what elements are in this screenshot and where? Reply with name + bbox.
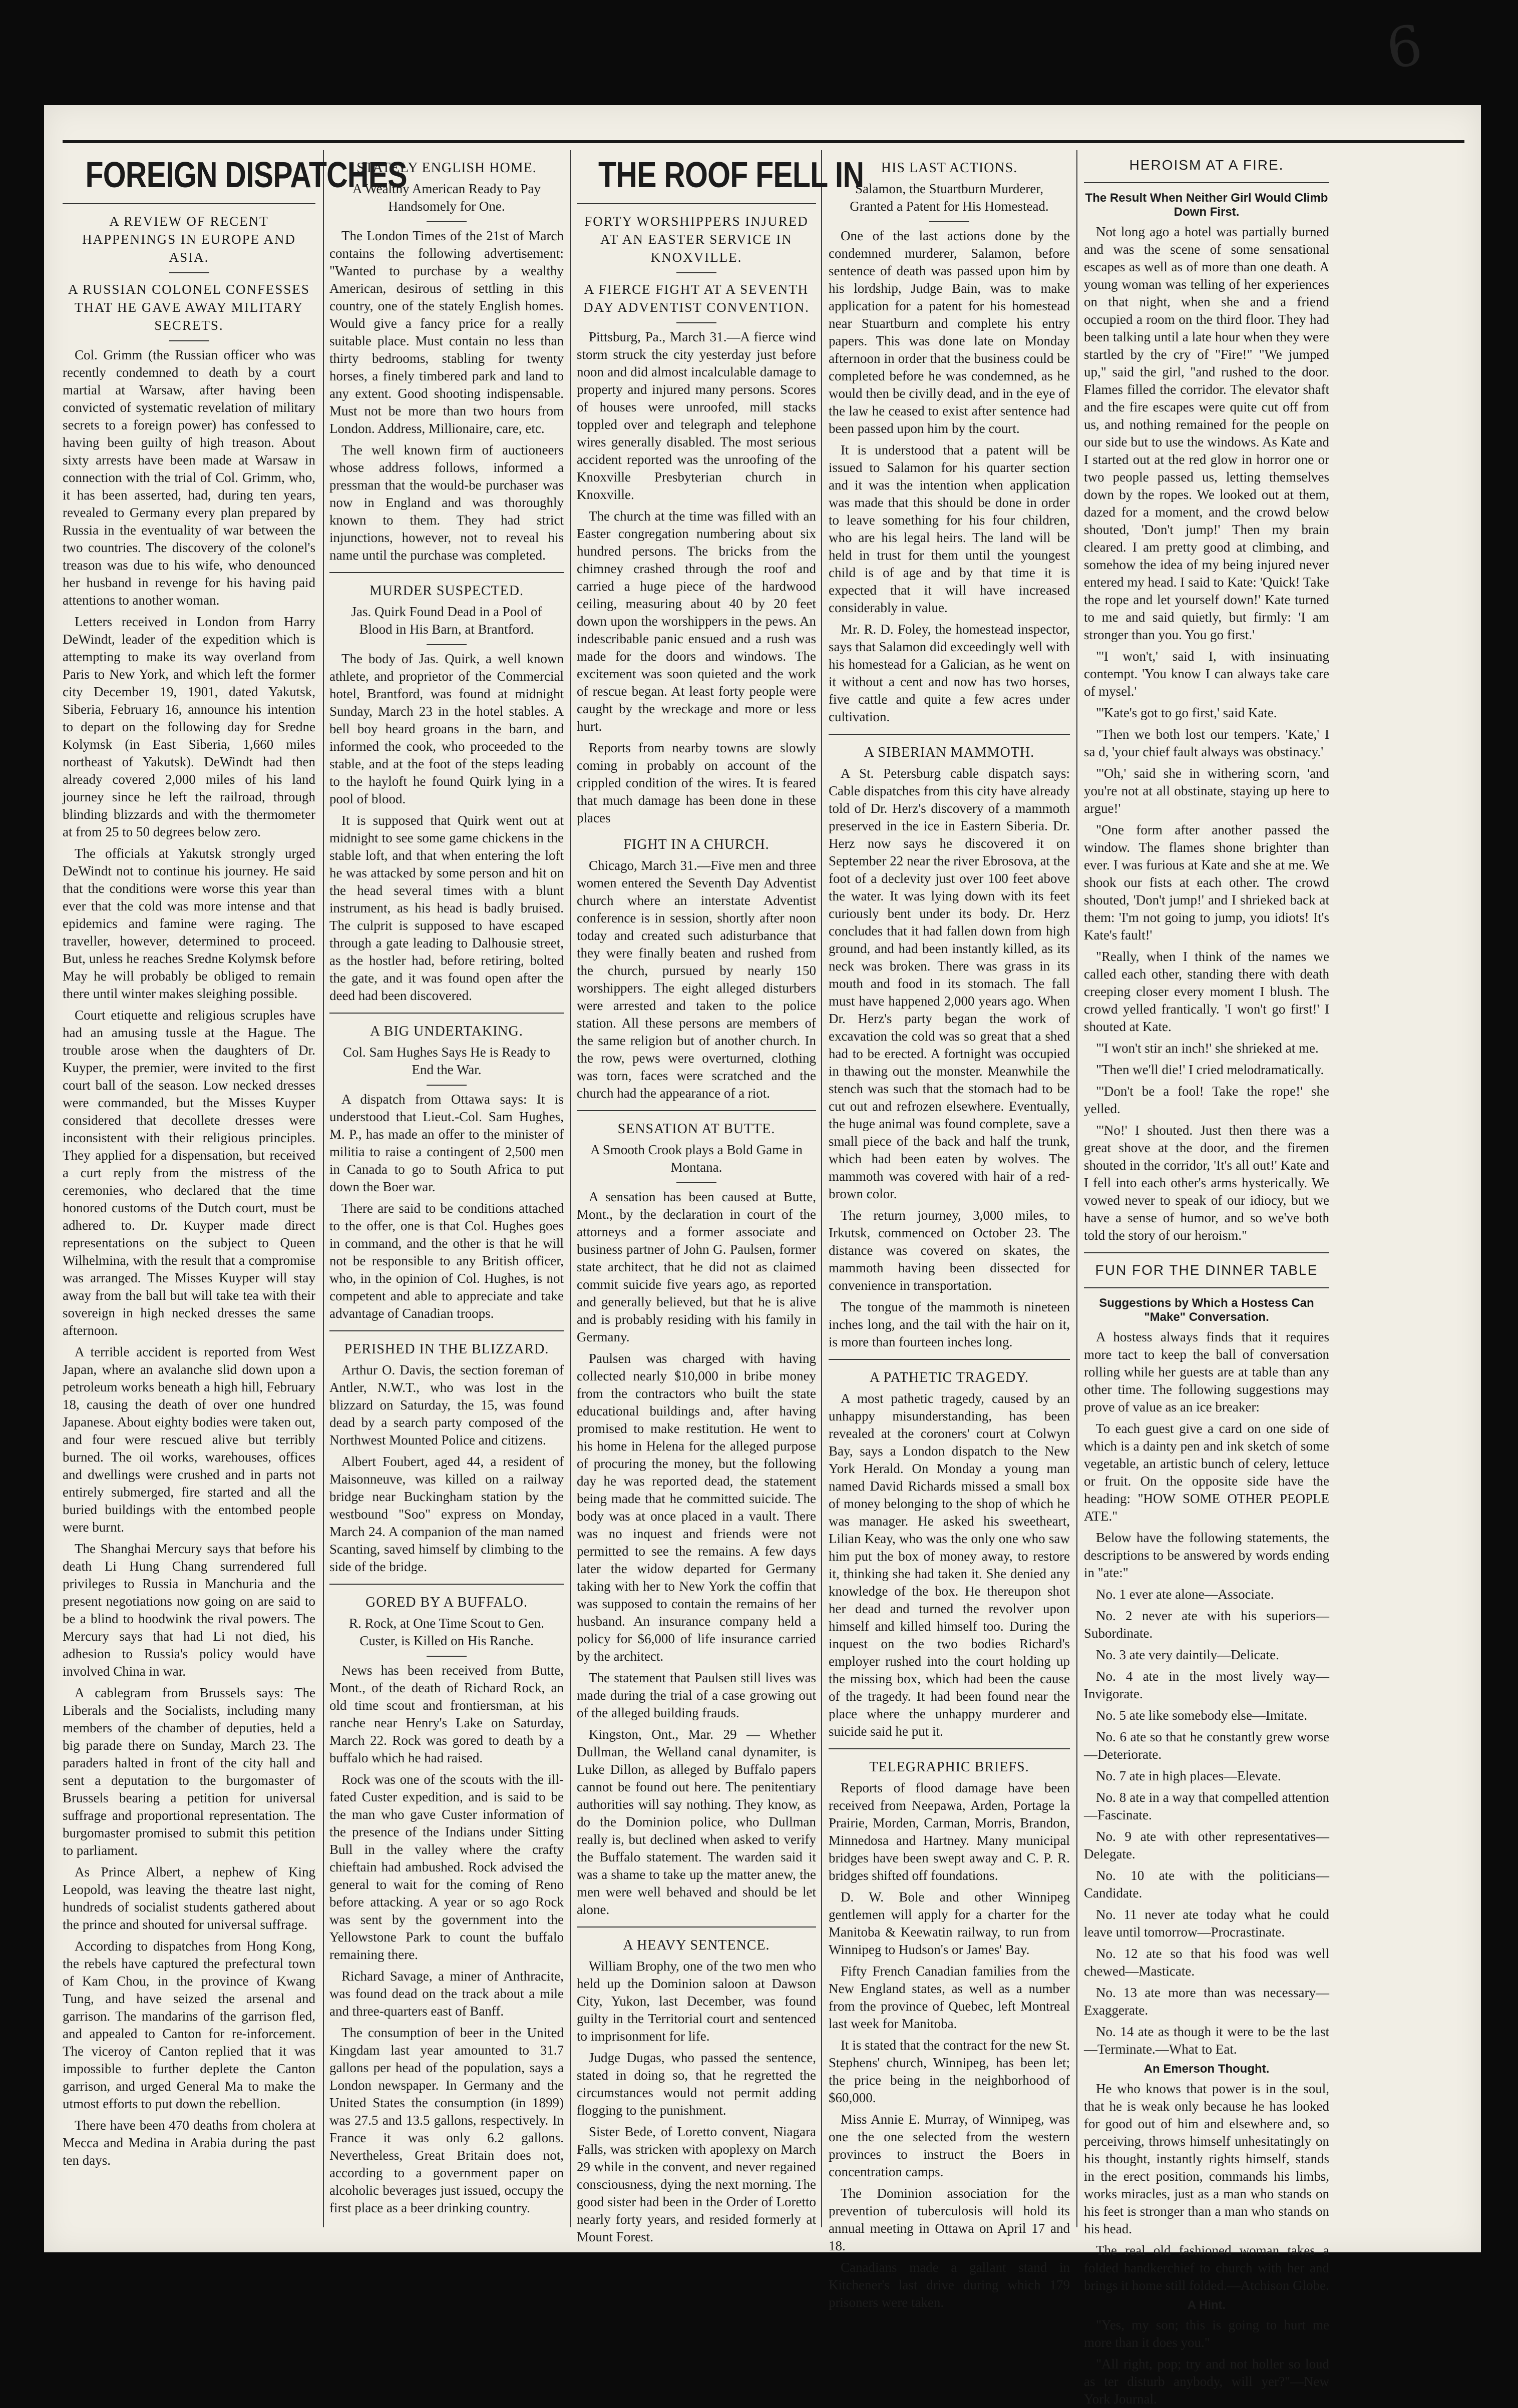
article-headline: A PATHETIC TRAGEDY. <box>870 1370 1029 1385</box>
paragraph: D. W. Bole and other Winnipeg gentlemen will apply for a charter for the Manitoba & Keewatin railway, to run from Winnipeg to Hudson's or James' Bay. <box>829 1889 1070 1957</box>
article-headline: HIS LAST ACTIONS. <box>881 160 1018 176</box>
paragraph: Sister Bede, of Loretto convent, Niagara Falls, was stricken with apoplexy on March 29 while in the convent, and never regained consciousness, dying the next morning. The good sister had been in the Order of Loretto nearly forty years, and resided formerly at Mount Forest. <box>577 2124 816 2244</box>
paragraph: No. 9 ate with other representatives—Delegate. <box>1084 1829 1329 1861</box>
paragraph: No. 3 ate very daintily—Delicate. <box>1096 1647 1279 1662</box>
divider <box>1084 182 1329 183</box>
divider <box>427 1656 467 1657</box>
article-headline: STATELY ENGLISH HOME. <box>356 160 537 176</box>
paragraph: A dispatch from Ottawa says: It is understood that Lieut.-Col. Sam Hughes, M. P., has made an offer to the minister of militia to raise a contingent of 2,500 men in Canada to go to South Africa to put down the Boer war. <box>329 1092 564 1194</box>
paragraph: Judge Dugas, who passed the sentence, stated in doing so, that he regretted the circumstances would not permit adding flogging to the punishment. <box>577 2050 816 2118</box>
paragraph: A sensation has been caused at Butte, Mont., by the declaration in court of the attorneys and a former associate and business partner of John G. Paulsen, former state architect, that he did not as claimed commit suicide five years ago, as reported and generally believed, but that he is alive and is probably residing with his family in Germany. <box>577 1189 816 1344</box>
paragraph: Reports of flood damage have been received from Neepawa, Arden, Portage la Prairie, Morden, Carman, Morris, Brandon, Minnedosa and Hartney. Many municipal bridges have been swept away and C. P. R. bridges shifted off foundations. <box>829 1780 1070 1883</box>
paragraph: The tongue of the mammoth is nineteen inches long, and the tail with the hair on it, is more than fourteen inches long. <box>829 1299 1070 1349</box>
paragraph: The officials at Yakutsk strongly urged DeWindt not to continue his journey. He said that the conditions were worse this year than ever that the cold was more intense and that epidemics and famine were raging. The traveller, however, determined to proceed. But, unless he reaches Sredne Kolymsk before May he will probably be obliged to remain there until winter makes sleighing possible. <box>63 846 315 1001</box>
paragraph: No. 6 ate so that he constantly grew worse—Deteriorate. <box>1084 1729 1329 1762</box>
paragraph: No. 5 ate like somebody else—Imitate. <box>1096 1708 1308 1723</box>
paragraph: The consumption of beer in the United Kingdam last year amounted to 31.7 gallons per head of the population, says a London newspaper. In Germany and the United States the consumption (in 1899) was 27.5 and 13.5 gallons, respectively. In France it was only 6.2 gallons. Nevertheless, Great Britain does not, according to a government paper on alcoholic beverages just issued, occupy the first place as a beer drinking country. <box>329 2025 564 2215</box>
paragraph: The church at the time was filled with an Easter congregation numbering about six hundred persons. The bricks from the chimney crashed through the roof and carried a huge piece of the hardwood ceiling, measuring about 40 by 20 feet down upon the worshippers in the pews. An indescribable panic ensued and a rush was made for the doors and windows. The excitement was soon quieted and the work of rescue began. At least forty people were caught by the wreckage and more or less hurt. <box>577 509 816 734</box>
divider <box>829 1748 1070 1749</box>
article-body <box>577 1188 816 1918</box>
paragraph: The statement that Paulsen still lives was made during the trial of a case growing out of the alleged building frauds. <box>577 1670 816 1720</box>
paragraph: Not long ago a hotel was partially burned and was the scene of some sensational escapes as well as of more than one death. A young woman was telling of her experiences on that night, when she and a friend occupied a room on the third floor. They had been talking until a late hour when they were startled by the cry of "Fire!" "We jumped up," said the girl, "and rushed to the door. Flames filled the corridor. The elevator shaft and the fire escapes were quite cut off from us, and nothing remained for the people on our side but to use the windows. As Kate and I started out at the red glow in horror one or two people passed us, letting themselves down by the ropes. We looked out at them, dazed for a moment, and the crowd below shouted, 'Don't jump!' Then my brain cleared. I am pretty good at climbing, and somehow the idea of my being injured never entered my head. I said to Kate: 'Quick! Take the rope and let yourself down!' Kate turned to me and said quietly, but firmly: 'I am stronger than you. You go first.' <box>1084 224 1329 642</box>
article-body <box>329 1091 564 1322</box>
article-body <box>1084 223 1329 1244</box>
divider <box>63 203 315 204</box>
divider <box>577 1110 816 1111</box>
divider <box>329 1330 564 1331</box>
article-body <box>577 328 816 827</box>
divider <box>329 572 564 573</box>
divider <box>929 221 969 222</box>
article-headline: GORED BY A BUFFALO. <box>365 1595 528 1610</box>
article-body <box>577 857 816 1102</box>
article-body <box>329 227 564 564</box>
paragraph: He who knows that power is in the soul, that he is weak only because he has looked for good out of him and elsewhere and, so perceiving, throws himself unhesitatingly on his thought, instantly rights himself, stands in the erect position, commands his limbs, works miracles, just as a man who stands on his feet is stronger than a man who stands on his head. <box>1084 2081 1329 2236</box>
article-deck: Col. Sam Hughes Says He is Ready to End the War. <box>343 1045 550 1077</box>
paragraph: Albert Foubert, aged 44, a resident of Maisonneuve, was killed on a railway bridge near Buckingham station by the westbound "Soo" express on Monday, March 24. A companion of the man named Scanting, saved himself by climbing to the side of the bridge. <box>329 1454 564 1574</box>
paragraph: Col. Grimm (the Russian officer who was recently condemned to death by a court martial at Warsaw, after having been convicted of systematic revelation of military secrets to a foreign power) has confessed to having been guilty of high treason. About sixty arrests have been made at Warsaw in connection with the trial of Col. Grimm, who, it has been asserted, had, during ten years, revealed to Germany every plan prepared by Russia in the eventuality of war between the two countries. The discovery of the colonel's treason was due to his wife, who denounced her husband in revenge for his having paid attentions to another woman. <box>63 347 315 608</box>
divider <box>676 272 716 273</box>
article-body <box>329 1361 564 1576</box>
column-2 <box>329 150 564 2227</box>
column-separator <box>1076 150 1077 2227</box>
paragraph: No. 10 ate with the politicians—Candidate. <box>1084 1868 1329 1900</box>
paragraph: No. 8 ate in a way that compelled attention—Fascinate. <box>1084 1790 1329 1822</box>
paragraph: No. 13 ate more than was necessary—Exaggerate. <box>1084 1985 1329 2018</box>
paragraph: "Then we'll die!' I cried melodramatically. <box>1096 1062 1324 1077</box>
article-headline: HEROISM AT A FIRE. <box>1129 157 1284 173</box>
paragraph: The body of Jas. Quirk, a well known athlete, and proprietor of the Commercial hotel, Brantford, was found at midnight Sunday, March 23 in the hotel stables. A bell boy heard groans in the barn, and informed the cook, who proceeded to the stable, and at the foot of the steps leading to the hayloft he found Quirk lying in a pool of blood. <box>329 651 564 806</box>
column-1 <box>63 150 407 2227</box>
article-headline: An Emerson Thought. <box>1144 2062 1270 2076</box>
article-headline: A BIG UNDERTAKING. <box>370 1024 523 1039</box>
paragraph: The real old fashioned woman takes a folded handkerchief to church with her and brings it home still folded.—Atchison Globe. <box>1084 2243 1329 2293</box>
paragraph: "'Kate's got to go first,' said Kate. <box>1096 705 1277 720</box>
paragraph: It is supposed that Quirk went out at midnight to see some game chickens in the stable loft, and that when entering the loft he was attacked by some person and hit on the head several times with a blunt instrument, as his head is badly bruised. The culprit is supposed to have escaped through a gate leading to Dalhousie street, as the hostler had, before retiring, bolted the gate, and it was found open after the deed had been discovered. <box>329 813 564 1003</box>
paragraph: Letters received in London from Harry DeWindt, leader of the expedition which is attempting to make its way overland from Paris to New York, and which left the former city December 19, 1901, dated Yakutsk, Siberia, February 16, announce his intention to depart on the following day for Sredne Kolymsk (in East Siberia, 1,660 miles northeast of Yakutsk). DeWindt had then already covered 2,000 miles of his land journey since he left the railroad, through blinding blizzards and with the thermometer at from 25 to 50 degrees below zero. <box>63 614 315 839</box>
paragraph: No. 1 ever ate alone—Associate. <box>1096 1587 1274 1602</box>
paragraph: No. 7 ate in high places—Elevate. <box>1096 1768 1281 1783</box>
deck: A REVIEW OF RECENT HAPPENINGS IN EUROPE AND ASIA. <box>82 214 296 265</box>
divider <box>427 1085 467 1086</box>
deck: FORTY WORSHIPPERS INJURED AT AN EASTER SERVICE IN KNOXVILLE. <box>584 214 809 265</box>
paragraph: A most pathetic tragedy, caused by an unhappy misunderstanding, has been revealed at the coroners' court at Colwyn Bay, says a London dispatch to the New York Herald. On Monday a young man named David Richards missed a small box of money belonging to the shop of which he was manager. He asked his sweetheart, Lilian Keay, who was the only one who saw him put the box of money away, to restore it, thinking she had taken it. She denied any knowledge of the box. He thereupon shot her dead and turned the revolver upon himself and killed himself too. During the inquest on the two bodies Richard's employer rushed into the court holding up the missing box, which had been the cause of the tragedy. It had been found near the place where the unhappy murderer and suicide said he put it. <box>829 1391 1070 1739</box>
paragraph: Below have the following statements, the descriptions to be answered by words ending in "ate:" <box>1084 1530 1329 1580</box>
divider <box>329 1013 564 1014</box>
divider <box>1084 1287 1329 1288</box>
paragraph: "One form after another passed the window. The flames shone brighter than ever. I was furious at Kate and she at me. We shook our fists at each other. The crowd shouted, 'Don't jump!' and I shrieked back at them: 'I'm not going to jump, you idiots! It's Kate's fault!' <box>1084 822 1329 942</box>
paragraph: The return journey, 3,000 miles, to Irkutsk, commenced on October 23. The distance was covered on skates, the mammoth having been dissected for convenience in transportation. <box>829 1208 1070 1293</box>
article-deck: Jas. Quirk Found Dead in a Pool of Blood in His Barn, at Brantford. <box>351 604 542 637</box>
paragraph: Miss Annie E. Murray, of Winnipeg, was one the one selected from the western provinces to instruct the Boers in concentration camps. <box>829 2112 1070 2179</box>
column-5 <box>1084 150 1329 2406</box>
paragraph: It is understood that a patent will be issued to Salamon for his quarter section and it was the intention when application was made that this should be done in order to leave something for his four children, who are his legal heirs. The land will be held in trust for them until the youngest child is of age and by that time it is expected that it will have increased considerably in value. <box>829 442 1070 615</box>
article-headline: FIGHT IN A CHURCH. <box>623 837 770 852</box>
paragraph: News has been received from Butte, Mont., of the death of Richard Rock, an old time scout and frontiersman, at his ranche near Henry's Lake on Saturday, March 22. Rock was gored to death by a buffalo which he had raised. <box>329 1663 564 1765</box>
paragraph: Rock was one of the scouts with the ill-fated Custer expedition, and is said to be the man who gave Custer information of the presence of the Indians under Sitting Bull in the valley where the crafty chieftain had ambushed. Rock advised the general to wait for the coming of Reno before attacking. A year or so ago Rock was sent by the government into the Yellowstone Park to count the buffalo remaining there. <box>329 1772 564 1962</box>
paragraph: A hostess always finds that it requires more tact to keep the ball of conversation rolling while her guests are at table than any other time. The following suggestions may prove of value as an ice breaker: <box>1084 1329 1329 1414</box>
paragraph: No. 4 ate in the most lively way—Invigorate. <box>1084 1669 1329 1701</box>
paragraph: A St. Petersburg cable dispatch says: Cable dispatches from this city have already told of Dr. Herz's discovery of a mammoth preserved in the ice in Eastern Siberia. Dr. Herz now says he discovered it on September 22 near the river Ebrosova, at the foot of a declevity just over 100 feet above the water. It was lying down with its feet curiously bent under its body. Dr. Herz concludes that it had fallen down from high ground, and had been instantly killed, as its neck was broken. There was grass in its mouth and food in its stomach. The fall must have happened 2,000 years ago. When Dr. Herz's party began the work of excavation the cold was so great that a shed had to be erected. A fortnight was occupied in thawing out the monster. Meanwhile the stench was such that the stomach had to be cut out and refrozen elsewhere. Eventually, the huge animal was found complete, save a small piece of the back and half the trunk, which had been eaten by wolves. The mammoth was covered with hair of a red-brown color. <box>829 766 1070 1201</box>
paragraph: Canadians made a gallant stand in Kitchener's last drive during which 179 prisoners were taken. <box>829 2260 1070 2310</box>
paragraph: The well known firm of auctioneers whose address follows, informed a pressman that the would-be purchaser was now in England and was thoroughly known to them. They had strict injunctions, however, not to reveal his name until the purchase was completed. <box>329 442 564 563</box>
article-deck: A Wealthy American Ready to Pay Handsomely for One. <box>352 181 541 214</box>
article-headline: A HEAVY SENTENCE. <box>623 1938 770 1953</box>
paragraph: "All right, pop; try and not holler so loud as ter disturb anybody, will yer?"—New York Journal. <box>1084 2356 1329 2406</box>
deck: A FIERCE FIGHT AT A SEVENTH DAY ADVENTIST CONVENTION. <box>583 282 810 315</box>
divider <box>829 734 1070 735</box>
paragraph: Arthur O. Davis, the section foreman of Antler, N.W.T., who was lost in the blizzard on Saturday, the 15, was found dead by a search party composed of the Northwest Mounted Police and citizens. <box>329 1362 564 1448</box>
article-body <box>829 765 1070 1351</box>
column-4 <box>829 150 1070 2310</box>
divider <box>676 322 716 323</box>
divider <box>427 644 467 645</box>
article-body <box>1084 2080 1329 2294</box>
top-rule <box>63 140 1464 143</box>
paragraph: "'I won't,' said I, with insinuating contempt. 'You know I can always take care of mysel.' <box>1084 649 1329 699</box>
divider <box>676 1182 716 1183</box>
article-headline: MURDER SUSPECTED. <box>369 583 524 599</box>
paragraph: There are said to be conditions attached to the offer, one is that Col. Hughes goes in command, and the other is that he will not be responsible to any British officer, who, in the opinion of Col. Hughes, is not competent and able to appreciate and take advantage of Canadian troops. <box>329 1201 564 1321</box>
paragraph: Richard Savage, a miner of Anthracite, was found dead on the track about a mile and three-quarters east of Banff. <box>329 1969 564 2019</box>
paragraph: No. 14 ate as though it were to be the last—Terminate.—What to Eat. <box>1084 2024 1329 2057</box>
divider <box>169 272 209 273</box>
divider <box>577 1927 816 1928</box>
article-body <box>829 1779 1070 2311</box>
headline-roof-fell-in: THE ROOF FELL IN <box>598 155 864 195</box>
article-deck: Salamon, the Stuartburn Murderer, Granted a Patent for His Homestead. <box>850 181 1049 214</box>
article-body <box>329 1662 564 2217</box>
page-number: 6 <box>1382 13 1426 82</box>
article-headline: FUN FOR THE DINNER TABLE <box>1095 1262 1318 1278</box>
article-deck: A Smooth Crook plays a Bold Game in Montana. <box>590 1142 803 1175</box>
article-body <box>829 227 1070 726</box>
paragraph: Court etiquette and religious scruples have had an amusing tussle at the Hague. The trouble arose when the daughters of Dr. Kuyper, the premier, were invited to the first court ball of the season. Low necked dresses were commanded, but the Misses Kuyper considered that decollete dresses were inconsistent with their religious principles. They applied for a dispensation, but received a curt reply from the mistress of the ceremonies, who declared that the time honored customs of the Dutch court, must be adhered to. Dr. Kuyper made direct representations on the subject to Queen Wilhelmina, with the result that a compromise was arranged. The Misses Kuyper will stay away from the ball but will take tea with their sovereign in high necked dresses the same afternoon. <box>63 1008 315 1338</box>
paragraph: No. 12 ate so that his food was well chewed—Masticate. <box>1084 1946 1329 1979</box>
paragraph: To each guest give a card on one side of which is a dainty pen and ink sketch of some vegetable, an artistic bunch of celery, lettuce or fruit. On the opposite side have the heading: "HOW SOME OTHER PEOPLE ATE." <box>1084 1421 1329 1524</box>
paragraph: "Yes, my son; this is going to hurt me more than it does you." <box>1084 2317 1329 2350</box>
article-body <box>329 650 564 1005</box>
paragraph: "'I won't stir an inch!' she shrieked at me. <box>1096 1041 1319 1056</box>
column-separator <box>821 150 822 2227</box>
article-headline: SENSATION AT BUTTE. <box>617 1121 776 1137</box>
deck: A RUSSIAN COLONEL CONFESSES THAT HE GAVE AWAY MILITARY SECRETS. <box>68 282 310 333</box>
paragraph: A terrible accident is reported from West Japan, where an avalanche slid down upon a petroleum works beneath a high hill, February 18, causing the death of over one hundred Japanese. About eighty bodies were taken out, and four were rescued alive but terribly burned. The oil works, warehouses, offices and dwellings were crushed and in parts not entirely submerged, fire started and all the buried buildings with the entombed people were burnt. <box>63 1344 315 1535</box>
article-headline: TELEGRAPHIC BRIEFS. <box>869 1759 1029 1775</box>
divider <box>169 340 209 341</box>
divider <box>329 1584 564 1585</box>
divider <box>829 1359 1070 1360</box>
paragraph: "Then we both lost our tempers. 'Kate,' I sa d, 'your chief fault always was obstinacy.' <box>1084 727 1329 759</box>
paragraph: William Brophy, one of the two men who held up the Dominion saloon at Dawson City, Yukon, last December, was found guilty in the Territorial court and sentenced to imprisonment for life. <box>577 1959 816 2044</box>
article-body <box>577 1958 816 2246</box>
paragraph: As Prince Albert, a nephew of King Leopold, was leaving the theatre last night, hundreds of socialist students gathered about the prince and shouted for universal suffrage. <box>63 1864 315 1932</box>
column-3 <box>577 150 864 2244</box>
paragraph: Fifty French Canadian families from the New England states, as well as a number from the province of Quebec, left Montreal last week for Manitoba. <box>829 1964 1070 2031</box>
article-deck: R. Rock, at One Time Scout to Gen. Custer, is Killed on His Ranche. <box>349 1616 544 1648</box>
divider <box>1084 1252 1329 1253</box>
paragraph: "Really, when I think of the names we called each other, standing there with death creeping closer every moment I blush. The crowd yelled frantically. 'I won't go first!' I shouted at Kate. <box>1084 949 1329 1034</box>
paragraph: No. 2 never ate with his superiors—Subordinate. <box>1084 1608 1329 1641</box>
article-deck: The Result When Neither Girl Would Climb Down First. <box>1085 191 1328 219</box>
paragraph: It is stated that the contract for the new St. Stephens' church, Winnipeg, has been let; the price being in the neighborhood of $60,000. <box>829 2038 1070 2105</box>
divider <box>577 203 816 204</box>
paragraph: The Dominion association for the prevention of tuberculosis will hold its annual meeting in Ottawa on April 17 and 18. <box>829 2186 1070 2253</box>
paragraph: "'Oh,' said she in withering scorn, 'and you're not at all obstinate, staying up here to argue!' <box>1084 766 1329 816</box>
paragraph: There have been 470 deaths from cholera at Mecca and Medina in Arabia during the past ten days. <box>63 2118 315 2168</box>
article-headline: PERISHED IN THE BLIZZARD. <box>344 1341 549 1357</box>
article-body <box>1084 2316 1329 2408</box>
paragraph: Mr. R. D. Foley, the homestead inspector, says that Salamon did exceedingly well with his homestead for a Galician, as he went on it without a cent and now has two horses, five cattle and quite a few acres under cultivation. <box>829 622 1070 724</box>
article-headline: A Hint. <box>1187 2298 1226 2312</box>
column-separator <box>323 150 324 2227</box>
paragraph: One of the last actions done by the condemned murderer, Salamon, before sentence of death was passed upon him by his lordship, Judge Bain, was to make application for a patent for his homestead near Stuartburn and complete his entry papers. This was done late on Monday afternoon in order that the business could be completed before he was condemned, as he would then be civilly dead, and in the eye of the law he ceased to exist after sentence had been passed upon him by the court. <box>829 228 1070 436</box>
column-separator <box>570 150 571 2227</box>
divider <box>427 221 467 222</box>
paragraph: "'No!' I shouted. Just then there was a great shove at the door, and the firemen shouted in the corridor, 'It's all out!' Kate and I fell into each other's arms hysterically. We vowed never to speak of our idiocy, but we have a sense of humor, and so we've both told the story of our heroism." <box>1084 1123 1329 1243</box>
article-deck: Suggestions by Which a Hostess Can "Make" Conversation. <box>1099 1296 1314 1324</box>
paragraph: According to dispatches from Hong Kong, the rebels have captured the prefectural town of Kam Chou, in the province of Kwang Tung, and have seized the arsenal and garrison. The mandarins of the garrison fled, and appealed to Canton for re-inforcement. The viceroy of Canton replied that it was impossible to further deplete the Canton garrison, and urged General Ma to make the utmost efforts to put down the rebellion. <box>63 1939 315 2111</box>
paragraph: "'Don't be a fool! Take the rope!' she yelled. <box>1084 1084 1329 1116</box>
paragraph: Reports from nearby towns are slowly coming in probably on account of the crippled condition of the wires. It is feared that much damage has been done in these places <box>577 740 816 825</box>
headline-foreign-dispatches: FOREIGN DISPATCHES <box>85 155 407 195</box>
paragraph: The Shanghai Mercury says that before his death Li Hung Chang surrendered full privileges to Russia in Manchuria and the present negotiations now going on are said to be a blind to hoodwink the rival powers. The Mercury says that had Li not died, his adhesion to Russia's policy would have involved China in war. <box>63 1541 315 1679</box>
paragraph: A cablegram from Brussels says: The Liberals and the Socialists, including many members of the chamber of deputies, held a big parade there on Sunday, March 23. The paraders halted in front of the city hall and sent a deputation to the burgomaster of Brussels bearing a petition for universal suffrage and proportional representation. The burgomaster promised to submit this petition to parliament. <box>63 1685 315 1858</box>
paragraph: Pittsburg, Pa., March 31.—A fierce wind storm struck the city yesterday just before noon and did almost incalculable damage to property and injured many persons. Scores of houses were unroofed, mill stacks toppled over and telegraph and telephone wires generally disabled. The most serious accident reported was the unroofing of the Knoxville Presbyterian church in Knoxville. <box>577 329 816 502</box>
paragraph: Paulsen was charged with having collected nearly $10,000 in bribe money from the contractors who built the state educational buildings and, after having promised to make restitution. He went to his home in Helena for the alleged purpose of procuring the money, but the following day he was reported dead, the statement being made that he committed suicide. The body was at once placed in a vault. There was no inquest and friends were not permitted to see the remains. A few days later the widow departed for Germany taking with her to New York the coffin that was supposed to contain the remains of her husband. An insurance company held a policy for $6,000 of life insurance carried by the architect. <box>577 1351 816 1664</box>
article-headline: A SIBERIAN MAMMOTH. <box>864 745 1035 760</box>
paragraph: No. 11 never ate today what he could leave until tomorrow—Procrastinate. <box>1084 1907 1329 1940</box>
article-body <box>63 346 315 2169</box>
paragraph: Kingston, Ont., Mar. 29 — Whether Dullman, the Welland canal dynamiter, is Luke Dillon, as alleged by Buffalo papers cannot be found out here. The penitentiary authorities will say nothing. They know, as do the Dominion police, who Dullman really is, but declined when asked to verify the Buffalo statement. The warden said it was a shame to take up the matter anew, the men were well behaved and should be let alone. <box>577 1727 816 1917</box>
paragraph: Chicago, March 31.—Five men and three women entered the Seventh Day Adventist church where an interstate Adventist conference is in session, shortly after noon today and created such adisturbance that they were finally beaten and rushed from the church, pursued by nearly 150 worshippers. The eight alleged disturbers were arrested and taken to the police station. All these persons are members of the same religion but of another church. In the row, pews were overturned, clothing was torn, faces were scratched and the church had the appearance of a riot. <box>577 858 816 1101</box>
paragraph: The London Times of the 21st of March contains the following advertisement: "Wanted to purchase by a wealthy American, desirous of settling in this country, one of the stately English homes. Would give a fancy price for a really suitable place. Must contain no less than thirty bedrooms, stabling for twenty horses, a finely timbered park and land to any extent. Good shooting indispensable. Must not be more than two hours from London. Address, Millionaire, care, etc. <box>329 228 564 436</box>
article-body <box>1084 1328 1329 2058</box>
article-body <box>829 1390 1070 1740</box>
